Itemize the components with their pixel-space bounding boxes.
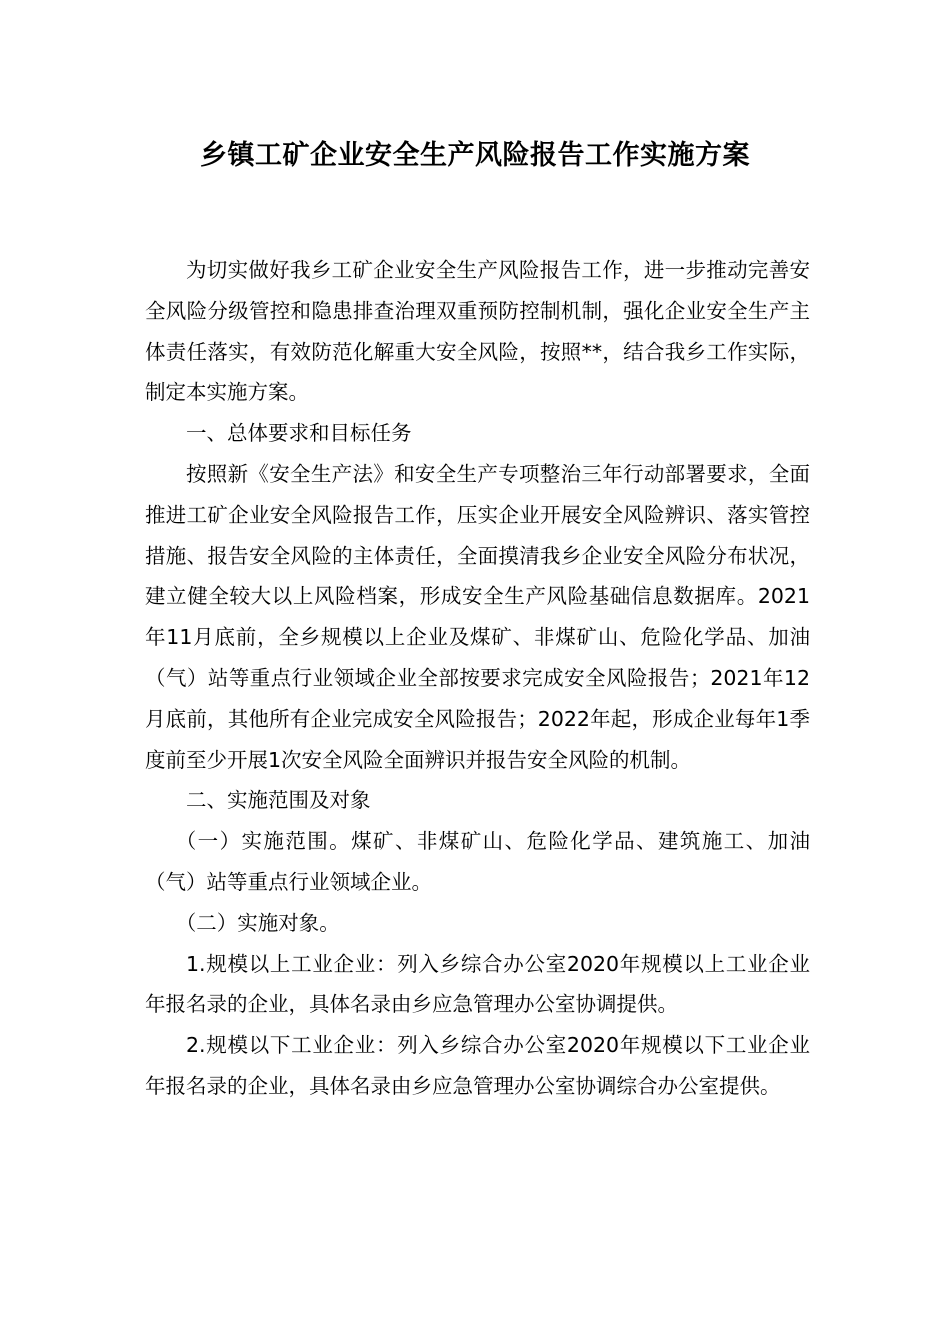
section-1-paragraph: 按照新《安全生产法》和安全生产专项整治三年行动部署要求，全面推进工矿企业安全风险报告工作，压实企业开展安全风险辨识、落实管控措施、报告安全风险的主体责任，全面摸清我乡企业安全风险分布状况，建立健全较大以上风险档案，形成安全生产风险基础信息数据库。2021年11月底前，全乡规模以上企业及煤矿、非煤矿山、危险化学品、加油（气）站等重点行业领域企业全部按要求完成安全风险报告；2021年12月底前，其他所有企业完成安全风险报告；2022年起，形成企业每年1季度前至少开展1次安全风险全面辨识并报告安全风险的机制。 (145, 461, 810, 772)
intro-paragraph: 为切实做好我乡工矿企业安全生产风险报告工作，进一步推动完善安全风险分级管控和隐患排查治理双重预防控制机制，强化企业安全生产主体责任落实，有效防范化解重大安全风险，按照**，结合我乡工作实际，制定本实施方案。 (145, 258, 810, 405)
target-item-2: 2.规模以下工业企业：列入乡综合办公室2020年规模以下工业企业年报名录的企业，具体名录由乡应急管理办公室协调综合办公室提供。 (145, 1033, 810, 1098)
section-heading-1: 一、总体要求和目标任务 (186, 421, 412, 446)
subsection-scope: （一）实施范围。煤矿、非煤矿山、危险化学品、建筑施工、加油（气）站等重点行业领域企业。 (145, 829, 810, 894)
target-item-1: 1.规模以上工业企业：列入乡综合办公室2020年规模以上工业企业年报名录的企业，具体名录由乡应急管理办公室协调提供。 (145, 951, 810, 1017)
document-body (145, 250, 810, 1107)
subsection-targets: （二）实施对象。 (175, 910, 340, 935)
section-heading-2: 二、实施范围及对象 (186, 788, 371, 813)
document-title: 乡镇工矿企业安全生产风险报告工作实施方案 (200, 140, 750, 171)
